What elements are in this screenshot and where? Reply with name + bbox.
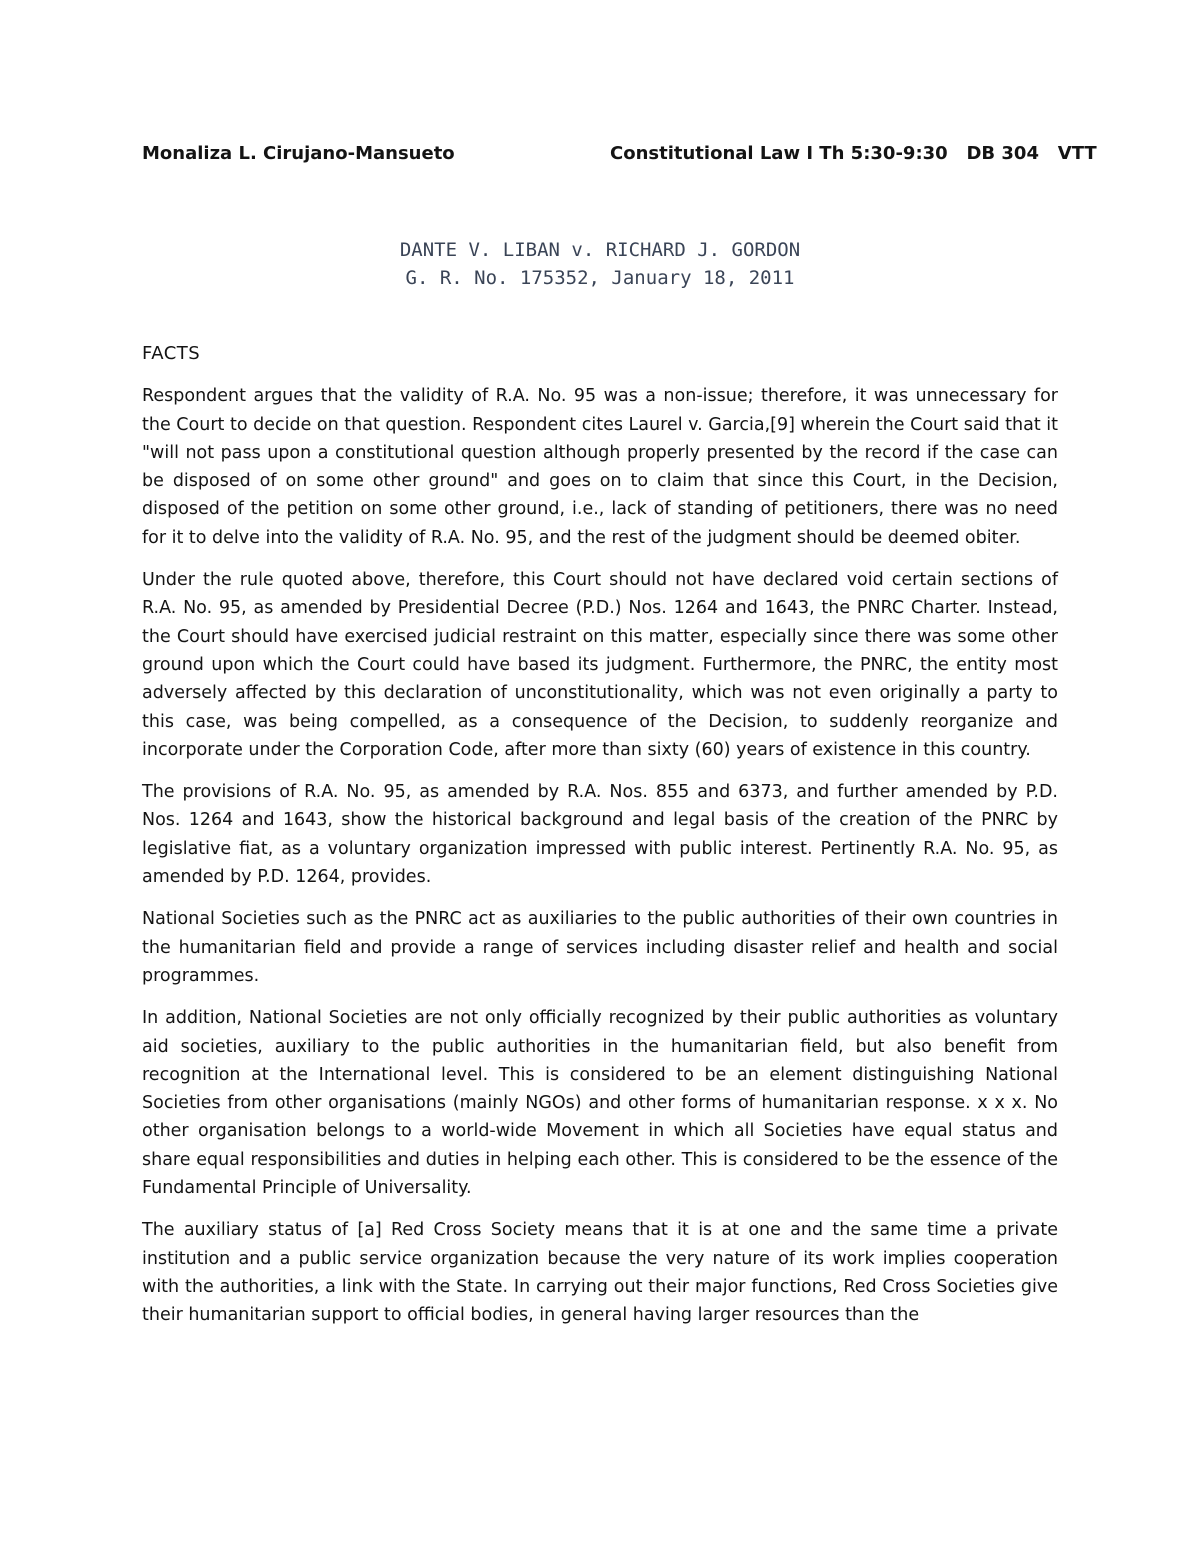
author-name: Monaliza L. Cirujano-Mansueto <box>142 143 455 164</box>
section-heading-facts: FACTS <box>142 343 201 364</box>
course-info: Constitutional Law I Th 5:30-9:30 DB 304 VTT <box>610 143 1097 164</box>
paragraph-4: National Societies such as the PNRC act as auxiliaries to the public authorities of their own countries in the humanitarian field and provide a range of services including disaster relief and health and social programmes. <box>142 909 1058 986</box>
case-title-block <box>0 236 1200 292</box>
paragraph-3: The provisions of R.A. No. 95, as amended by R.A. Nos. 855 and 6373, and further amended by P.D. Nos. 1264 and 1643, show the historical background and legal basis of the creation of the PNRC by legislative fiat, as a voluntary organization impressed with public interest. Pertinently R.A. No. 95, as amended by P.D. 1264, provides. <box>142 782 1058 888</box>
document-body <box>142 340 1058 1344</box>
paragraph-2: Under the rule quoted above, therefore, this Court should not have declared void certain sections of R.A. No. 95, as amended by Presidential Decree (P.D.) Nos. 1264 and 1643, the PNRC Charter. Instead, the Court should have exercised judicial restraint on this matter, especially since there was some other ground upon which the Court could have based its judgment. Furthermore, the PNRC, the entity most adversely affected by this declaration of unconstitutionality, which was not even originally a party to this case, was being compelled, as a consequence of the Decision, to suddenly reorganize and incorporate under the Corporation Code, after more than sixty (60) years of existence in this country. <box>142 570 1058 760</box>
case-title: DANTE V. LIBAN v. RICHARD J. GORDON <box>399 239 801 261</box>
paragraph-5: In addition, National Societies are not only officially recognized by their public authorities as voluntary aid societies, auxiliary to the public authorities in the humanitarian field, but also benefit from recognition at the International level. This is considered to be an element distinguishing National Societies from other organisations (mainly NGOs) and other forms of humanitarian response. x x x. No other organisation belongs to a world-wide Movement in which all Societies have equal status and share equal responsibilities and duties in helping each other. This is considered to be the essence of the Fundamental Principle of Universality. <box>142 1008 1058 1199</box>
paragraph-1: Respondent argues that the validity of R.A. No. 95 was a non-issue; therefore, it was unnecessary for the Court to decide on that question. Respondent cites Laurel v. Garcia,[9] wherein the Court said that it "will not pass upon a constitutional question although properly presented by the record if the case can be disposed of on some other ground" and goes on to claim that since this Court, in the Decision, disposed of the petition on some other ground, i.e., lack of standing of petitioners, there was no need for it to delve into the validity of R.A. No. 95, and the rest of the judgment should be deemed obiter. <box>142 386 1058 548</box>
paragraph-6: The auxiliary status of [a] Red Cross Society means that it is at one and the same time a private institution and a public service organization because the very nature of its work implies cooperation with the authorities, a link with the State. In carrying out their major functions, Red Cross Societies give their humanitarian support to official bodies, in general having larger resources than the <box>142 1220 1058 1326</box>
case-citation: G. R. No. 175352, January 18, 2011 <box>405 267 795 289</box>
